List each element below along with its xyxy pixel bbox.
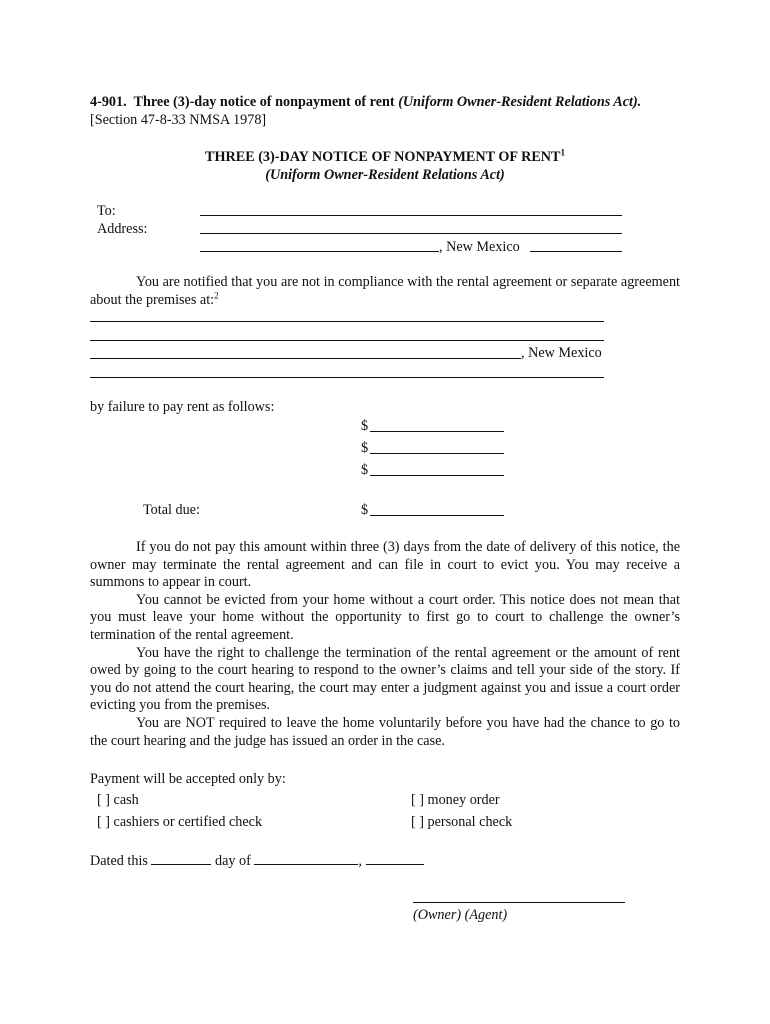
paragraph-summons: If you do not pay this amount within three (3) days from the date of delivery of this notice, the owner may terminate the rental agreement and can file in court to evict you. You may receive a summons to appear in court. bbox=[90, 539, 680, 591]
signature-label: (Owner) (Agent) bbox=[413, 907, 508, 923]
total-due-field[interactable] bbox=[370, 515, 504, 516]
rule-act: (Uniform Owner-Resident Relations Act). bbox=[398, 94, 642, 110]
to-name-field[interactable] bbox=[200, 215, 622, 216]
premises-line-1-field[interactable] bbox=[90, 321, 604, 322]
to-label: To: bbox=[97, 203, 116, 219]
dated-year-field[interactable] bbox=[366, 851, 424, 865]
address-line-1-field[interactable] bbox=[200, 233, 622, 234]
premises-city-field[interactable] bbox=[90, 358, 521, 359]
premises-line-2-field[interactable] bbox=[90, 340, 604, 341]
paragraph-not-required: You are NOT required to leave the home voluntarily before you have had the chance to go to the court hearing and the judge has issued an order in the case. bbox=[90, 714, 680, 749]
address-state-label: , New Mexico bbox=[439, 239, 520, 255]
form-title bbox=[0, 149, 770, 166]
signature-field[interactable] bbox=[413, 902, 625, 903]
notice-body bbox=[90, 539, 680, 750]
payment-lead: by failure to pay rent as follows: bbox=[90, 399, 275, 415]
footnote-2: 2 bbox=[214, 289, 219, 300]
amount-3-currency: $ bbox=[361, 462, 369, 478]
rule-title: Three (3)-day notice of nonpayment of rent bbox=[133, 94, 395, 110]
form-subtitle: (Uniform Owner-Resident Relations Act) bbox=[265, 167, 505, 183]
option-money-order-checkbox[interactable]: [ ] money order bbox=[411, 792, 500, 808]
premises-state-label: , New Mexico bbox=[521, 345, 602, 361]
dated-day-field[interactable] bbox=[151, 851, 211, 865]
dated-comma: , bbox=[358, 853, 362, 869]
dated-prefix: Dated this bbox=[90, 853, 148, 869]
premises-line-4-field[interactable] bbox=[90, 377, 604, 378]
address-zip-field[interactable] bbox=[530, 251, 622, 252]
option-cash-checkbox[interactable]: [ ] cash bbox=[97, 792, 139, 808]
amount-3-field[interactable] bbox=[370, 475, 504, 476]
option-cashiers-check-checkbox[interactable]: [ ] cashiers or certified check bbox=[97, 814, 263, 830]
amount-2-field[interactable] bbox=[370, 453, 504, 454]
amount-2-currency: $ bbox=[361, 440, 369, 456]
total-due-label: Total due: bbox=[143, 502, 200, 518]
payment-methods-lead: Payment will be accepted only by: bbox=[90, 771, 286, 787]
dated-month-field[interactable] bbox=[254, 851, 358, 865]
footnote-1: 1 bbox=[560, 147, 565, 158]
form-title-text: THREE (3)-DAY NOTICE OF NONPAYMENT OF RENT bbox=[204, 149, 561, 165]
option-personal-check-checkbox[interactable]: [ ] personal check bbox=[411, 814, 513, 830]
address-label: Address: bbox=[97, 221, 148, 237]
total-currency: $ bbox=[361, 502, 369, 518]
paragraph-court-order: You cannot be evicted from your home without a court order. This notice does not mean that you must leave your home without the opportunity to first go to court to challenge the owner’s termination of the rental agreement. bbox=[90, 591, 680, 643]
notice-intro-text: You are notified that you are not in compliance with the rental agreement or separate agreement about the premises at: bbox=[90, 274, 680, 308]
section-citation: [Section 47-8-33 NMSA 1978] bbox=[90, 112, 267, 128]
amount-1-field[interactable] bbox=[370, 431, 504, 432]
paragraph-right-to-challenge: You have the right to challenge the termination of the rental agreement or the amount of rent owed by going to the court hearing to respond to the owner’s claims and tell your side of the story. If you do not attend the court hearing, the court may enter a judgment against you and issue a court order evicting you from the premises. bbox=[90, 644, 680, 714]
dated-line bbox=[90, 851, 424, 870]
rule-number: 4-901. bbox=[90, 94, 127, 110]
amount-1-currency: $ bbox=[361, 418, 369, 434]
dated-middle: day of bbox=[215, 853, 251, 869]
notice-intro bbox=[90, 274, 680, 309]
rule-heading bbox=[90, 94, 641, 111]
address-city-field[interactable] bbox=[200, 251, 439, 252]
